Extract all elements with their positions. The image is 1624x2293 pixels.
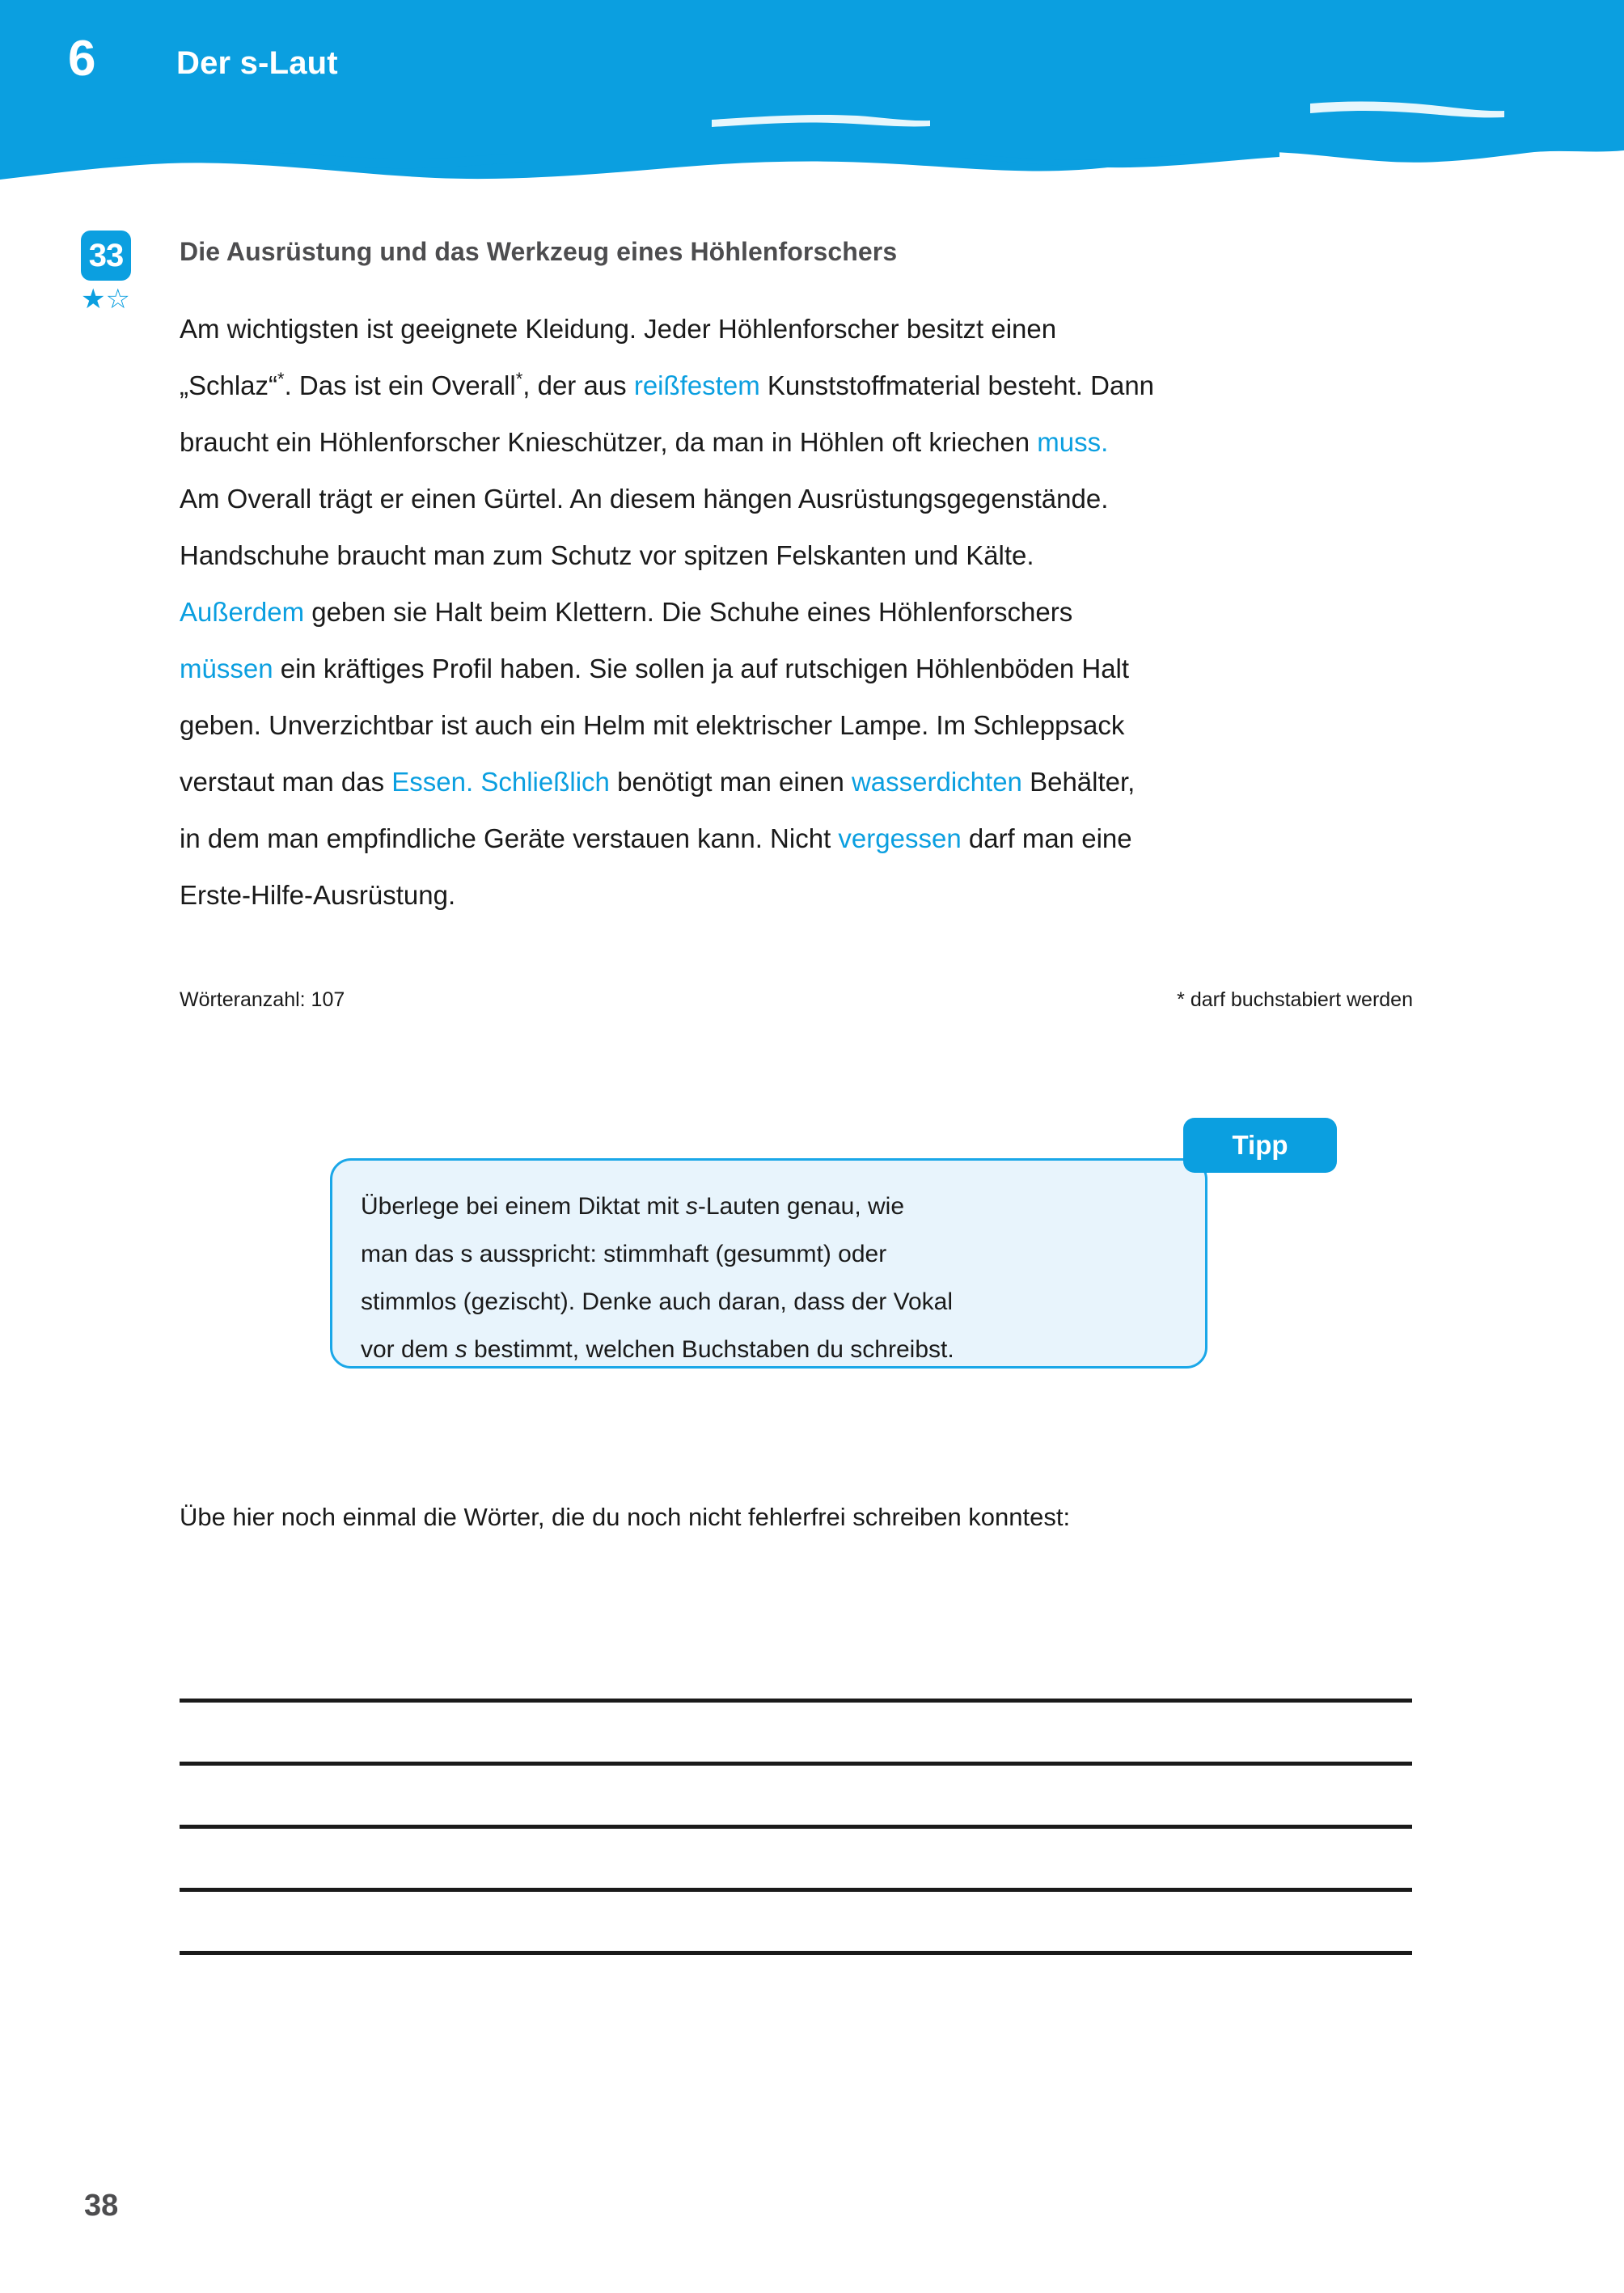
footnote-asterisk: * <box>515 369 523 389</box>
tipp-line <box>361 1278 1178 1326</box>
dictation-meta-row <box>180 988 1413 1012</box>
text-run: Behälter, <box>1021 767 1136 797</box>
highlighted-word: Schließlich <box>480 767 610 797</box>
practice-instruction: Übe hier noch einmal die Wörter, die du noch nicht fehlerfrei schreiben konntest: <box>180 1503 1071 1531</box>
word-count-label: Wörteranzahl: 107 <box>180 988 345 1011</box>
writing-lines-group <box>180 1699 1412 2014</box>
text-run: Am wichtigsten ist geeignete Kleidung. Jeder Höhlenforscher besitzt einen <box>180 314 1057 344</box>
text-run: bestimmt, welchen Buchstaben du schreibst. <box>467 1336 954 1363</box>
italic-letter: s <box>455 1336 467 1363</box>
page-number: 38 <box>84 2189 119 2223</box>
highlighted-word: reißfestem <box>633 370 760 400</box>
text-run: -Lauten genau, wie <box>697 1193 905 1220</box>
text-run: braucht ein Höhlenforscher Knieschützer, da man in Höhlen oft kriechen <box>180 427 1038 457</box>
text-run: Am Overall trägt er einen Gürtel. An diesem hängen Ausrüstungsgegenstände. <box>180 484 1109 514</box>
highlighted-word: müssen <box>180 654 273 683</box>
text-run: verstaut man das <box>180 767 392 797</box>
dictation-line <box>180 867 1474 924</box>
text-run: geben. Unverzichtbar ist auch ein Helm mit elektrischer Lampe. Im Schleppsack <box>180 710 1125 740</box>
writing-line[interactable] <box>180 1825 1412 1829</box>
dictation-line <box>180 810 1474 867</box>
text-run: Überlege bei einem Diktat mit <box>361 1193 686 1220</box>
dictation-line <box>180 301 1474 357</box>
footnote-asterisk: * <box>277 369 285 389</box>
footnote-text: * darf buchstabiert werden <box>1177 988 1413 1011</box>
text-run <box>473 767 480 797</box>
dictation-line <box>180 527 1474 584</box>
text-run: darf man eine <box>961 823 1132 853</box>
tipp-tab-label: Tipp <box>1183 1118 1337 1173</box>
tipp-body-text <box>361 1182 1178 1373</box>
tipp-line <box>361 1326 1178 1373</box>
text-run: vor dem <box>361 1336 455 1363</box>
dictation-line <box>180 584 1474 641</box>
text-run: , der aus <box>522 370 634 400</box>
writing-line[interactable] <box>180 1951 1412 1955</box>
dictation-line <box>180 414 1474 471</box>
dictation-line <box>180 471 1474 527</box>
dictation-line <box>180 357 1474 414</box>
text-run: ein kräftiges Profil haben. Sie sollen ja auf rutschigen Höhlenböden Halt <box>273 654 1130 683</box>
highlighted-word: wasserdichten <box>851 767 1022 797</box>
writing-line[interactable] <box>180 1888 1412 1892</box>
text-run: stimmlos (gezischt). Denke auch daran, dass der Vokal <box>361 1288 953 1315</box>
text-run: Erste-Hilfe-Ausrüstung. <box>180 880 456 910</box>
writing-line[interactable] <box>180 1699 1412 1703</box>
italic-letter: s <box>685 1193 698 1220</box>
highlighted-word: vergessen <box>838 823 962 853</box>
dictation-line <box>180 754 1474 810</box>
tipp-line <box>361 1230 1178 1278</box>
dictation-line <box>180 641 1474 697</box>
exercise-title: Die Ausrüstung und das Werkzeug eines Höhlenforschers <box>180 237 898 266</box>
exercise-number-badge: 33 <box>81 231 131 281</box>
tipp-callout <box>330 1118 1288 1363</box>
text-run: man das s ausspricht: stimmhaft (gesummt) oder <box>361 1241 887 1267</box>
highlighted-word: Außerdem <box>180 597 305 627</box>
page-header-banner <box>0 0 1624 194</box>
text-run: in dem man empfindliche Geräte verstauen kann. Nicht <box>180 823 839 853</box>
text-run: . Das ist ein Overall <box>284 370 516 400</box>
dictation-line <box>180 697 1474 754</box>
chapter-title: Der s-Laut <box>176 45 338 81</box>
text-run: geben sie Halt beim Klettern. Die Schuhe eines Höhlenforschers <box>304 597 1073 627</box>
text-run: benötigt man einen <box>609 767 852 797</box>
dictation-text-block <box>180 301 1474 924</box>
tipp-line <box>361 1182 1178 1230</box>
chapter-number: 6 <box>68 31 95 87</box>
highlighted-word: muss. <box>1037 427 1109 457</box>
banner-brushstroke-shape <box>0 0 1624 194</box>
highlighted-word: Essen. <box>391 767 474 797</box>
writing-line[interactable] <box>180 1762 1412 1766</box>
text-run: Handschuhe braucht man zum Schutz vor spitzen Felskanten und Kälte. <box>180 540 1034 570</box>
text-run: Kunststoffmaterial besteht. Dann <box>759 370 1155 400</box>
text-run: „Schlaz“ <box>180 370 278 400</box>
difficulty-stars-icon: ★☆ <box>81 284 130 315</box>
